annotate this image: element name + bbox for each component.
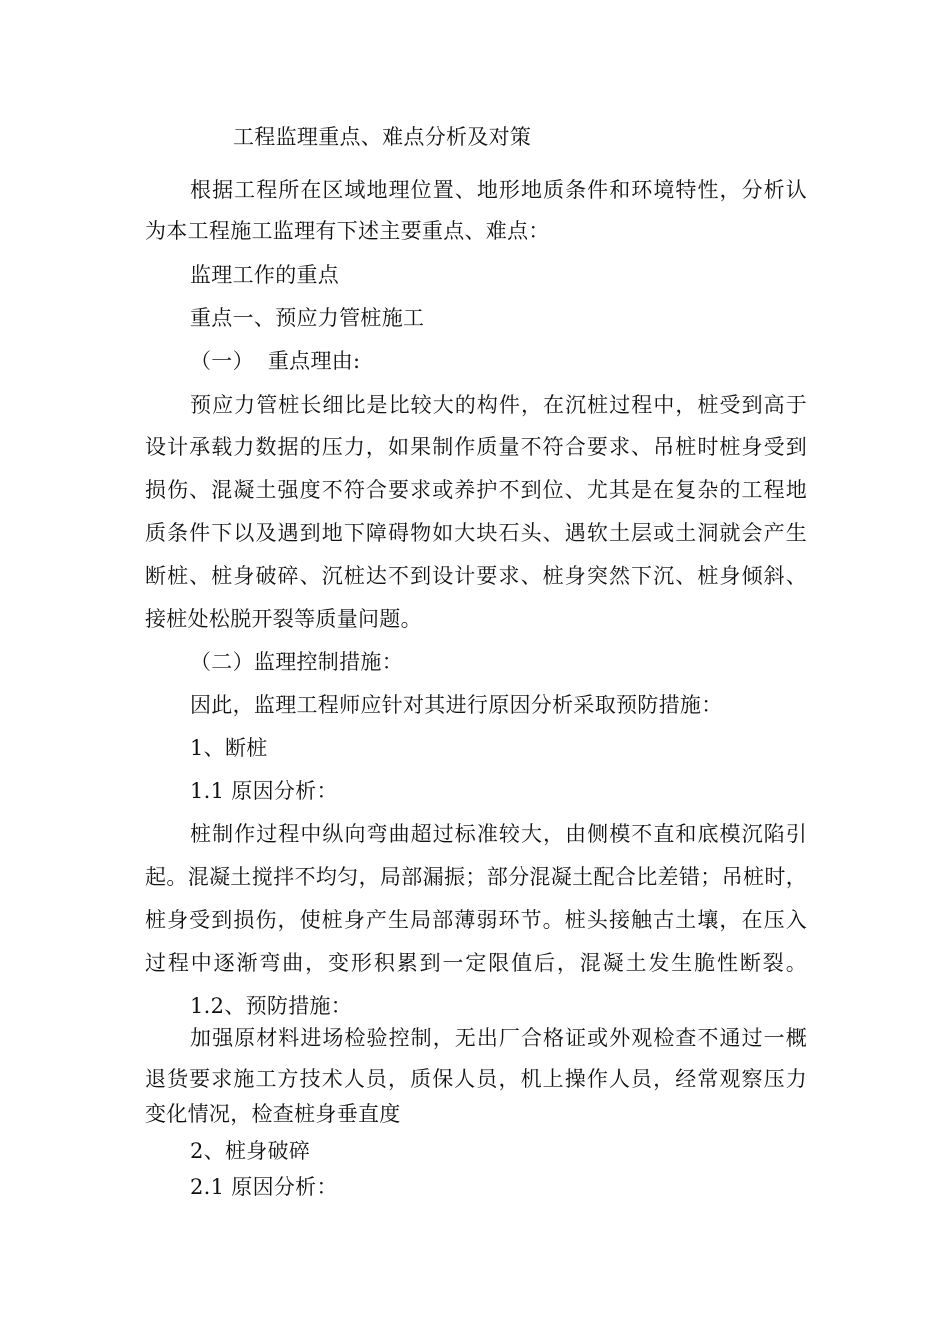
reason-paragraph-line: 预应力管桩长细比是比较大的构件，在沉桩过程中，桩受到高于 — [190, 393, 807, 417]
reason-paragraph-line: 损伤、混凝土强度不符合要求或养护不到位、尤其是在复杂的工程地 — [145, 478, 807, 502]
intro-paragraph-line-1: 根据工程所在区域地理位置、地形地质条件和环境特性，分析认 — [190, 178, 807, 202]
document-title: 工程监理重点、难点分析及对策 — [233, 125, 532, 149]
subheading-2-1: 2.1 原因分析： — [190, 1175, 338, 1199]
reason-heading: （一） 重点理由: — [190, 349, 361, 373]
reason-paragraph-line: 质条件下以及遇到地下障碍物如大块石头、遇软土层或土洞就会产生 — [145, 521, 807, 545]
key-point-heading: 重点一、预应力管桩施工 — [190, 306, 425, 330]
prevention-paragraph-line: 变化情况，检查桩身垂直度 — [145, 1102, 401, 1126]
reason-paragraph-line: 断桩、桩身破碎、沉桩达不到设计要求、桩身突然下沉、桩身倾斜、 — [145, 564, 807, 588]
prevention-paragraph-line: 加强原材料进场检验控制，无出厂合格证或外观检查不通过一概 — [190, 1026, 807, 1050]
subheading-1-1: 1.1 原因分析： — [190, 779, 338, 803]
subheading-1-2: 1.2、预防措施： — [190, 994, 353, 1018]
cause-paragraph-line: 过程中逐渐弯曲，变形积累到一定限值后，混凝土发生脆性断裂。 — [145, 951, 807, 975]
reason-paragraph-line: 设计承载力数据的压力，如果制作质量不符合要求、吊桩时桩身受到 — [145, 435, 807, 459]
prevention-paragraph-line: 退货要求施工方技术人员，质保人员，机上操作人员，经常观察压力 — [145, 1067, 807, 1091]
cause-paragraph-line: 桩制作过程中纵向弯曲超过标准较大，由侧模不直和底模沉陷引 — [190, 822, 807, 846]
reason-paragraph-line: 接桩处松脱开裂等质量问题。 — [145, 607, 422, 631]
item-heading-2: 2、桩身破碎 — [190, 1139, 311, 1163]
measures-heading: （二）监理控制措施： — [190, 650, 403, 674]
cause-paragraph-line: 起。混凝土搅拌不均匀，局部漏振；部分混凝土配合比差错；吊桩时， — [145, 865, 807, 889]
intro-paragraph-line-2: 为本工程施工监理有下述主要重点、难点： — [145, 219, 550, 243]
section-heading: 监理工作的重点 — [190, 263, 340, 287]
item-heading-1: 1、断桩 — [190, 736, 268, 760]
cause-paragraph-line: 桩身受到损伤，使桩身产生局部薄弱环节。桩头接触古土壤，在压入 — [145, 908, 807, 932]
measures-intro: 因此，监理工程师应针对其进行原因分析采取预防措施： — [190, 693, 723, 717]
